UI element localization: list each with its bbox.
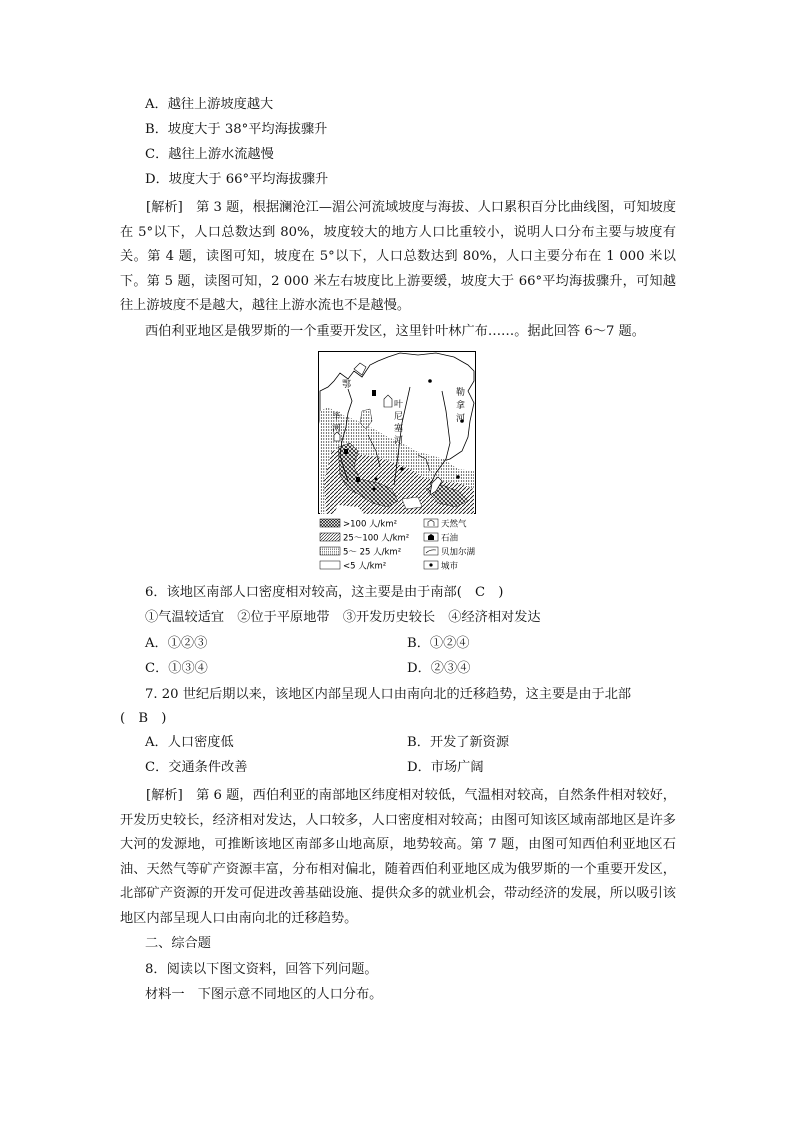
- q8-stem: 8．阅读以下图文资料，回答下列问题。: [145, 962, 378, 977]
- q7-option-d: D．市场广阔: [407, 760, 484, 775]
- q5-option-b: B．坡度大于 38°平均海拔骤升: [145, 122, 328, 137]
- svg-text:天然气: 天然气: [441, 519, 467, 530]
- city-icon: [429, 563, 432, 566]
- q7-stem: 7. 20 世纪后期以来，该地区内部呈现人口由南向北的迁移趋势，这主要是由于北部: [145, 687, 632, 702]
- city-dot: [374, 477, 377, 480]
- analysis-q6-7: [解析] 第 6 题，西伯利亚的南部地区纬度相对较低，气温相对较高，自然条件相对较好，开发历史较长，经济相对发达，人口较多，人口密度相对较高；由图可知该区域南部地区是许多大河的发源地，可推断该地区南部多山地高原，地势较高。第 7 题，由图可知西伯利亚地区石油、天然气等矿产资源丰富，分布相对偏北，随着西伯利亚地区成为俄罗斯的一个重要开发区，北部矿产资源的开发可促进改善基础设施、提供众多的就业机会，带动经济的发展，所以吸引该地区内部呈现人口由南向北的迁移趋势。: [120, 788, 676, 926]
- q6-option-d: D．②③④: [407, 661, 471, 676]
- city-dot: [456, 475, 460, 479]
- map-label-ni: 尼: [394, 412, 404, 422]
- map-label-ye: 叶: [394, 400, 404, 410]
- legend-city: [424, 561, 459, 572]
- map-legend: [318, 516, 518, 576]
- q6-option-b: B．①②④: [407, 636, 470, 651]
- oil-marker: [344, 449, 348, 454]
- city-dot: [372, 487, 376, 491]
- q7-option-a: A．人口密度低: [145, 735, 234, 750]
- oil-marker: [372, 390, 376, 396]
- q6-items: ①气温较适宜 ②位于平原地带 ③开发历史较长 ④经济相对发达: [145, 610, 541, 625]
- q6-stem: 6．该地区南部人口密度相对较高，这主要是由于南部( C ): [145, 585, 504, 600]
- svg-text:25～100 人/km²: 25～100 人/km²: [343, 533, 410, 544]
- legend-density-under-5: [320, 561, 386, 572]
- map-label-le: 勒: [456, 388, 466, 398]
- legend-density-25-100: [320, 533, 409, 544]
- svg-text:5～ 25 人/km²: 5～ 25 人/km²: [343, 547, 402, 558]
- q5-option-a: A．越往上游坡度越大: [145, 97, 274, 112]
- oil-marker: [356, 477, 360, 482]
- legend-density-5-25: [320, 547, 401, 558]
- q5-option-c: C．越往上游水流越慢: [145, 147, 274, 162]
- q6-option-c: C．①③④: [145, 661, 208, 676]
- map-label-he3: 河: [456, 414, 466, 424]
- intro-siberia: 西伯利亚地区是俄罗斯的一个重要开发区，这里针叶林广布……。据此回答 6～7 题。: [145, 324, 645, 339]
- map-label-bi: 毕: [332, 412, 342, 422]
- legend-oil: [424, 533, 459, 544]
- map-label-he2: 河: [394, 436, 404, 446]
- map-label-sai: 塞: [394, 424, 404, 434]
- city-dot: [400, 467, 404, 471]
- material-one: 材料一 下图示意不同地区的人口分布。: [145, 987, 383, 1002]
- map-label-he1: 河: [332, 424, 342, 434]
- legend-natural-gas: [424, 519, 467, 530]
- svg-text:城市: 城市: [441, 561, 459, 572]
- legend-density-over-100: [320, 519, 397, 530]
- analysis-q3-5: [解析] 第 3 题，根据澜沧江—湄公河流域坡度与海拔、人口累积百分比曲线图，可知坡度在 5°以下，人口总数达到 80%，坡度较大的地方人口比重较小，说明人口分布主要与坡度有关。第 4 题，读图可知，坡度在 5°以下，人口总数达到 80%，人口主要分布在 1 000 米以下。第 5 题，读图可知，2 000 米左右坡度比上游要缓，坡度大于 66°平均海拔骤升，可知越往上游坡度不是越大，越往上游水流也不是越慢。: [120, 200, 676, 314]
- q7-answer: ( B ): [120, 711, 167, 726]
- legend-lake-baikal: [424, 547, 476, 558]
- q5-option-d: D．坡度大于 66°平均海拔骤升: [145, 172, 329, 187]
- map-label-e: 鄂: [342, 380, 352, 390]
- q6-option-a: A．①②③: [145, 636, 208, 651]
- siberia-population-map: [318, 351, 476, 514]
- svg-text:贝加尔湖: 贝加尔湖: [441, 547, 476, 558]
- svg-text:<5 人/km²: <5 人/km²: [343, 561, 387, 572]
- map-label-na: 拿: [456, 401, 466, 411]
- section-heading: 二、综合题: [145, 936, 211, 951]
- city-dot: [428, 379, 432, 383]
- svg-text:石油: 石油: [441, 533, 459, 544]
- q7-option-c: C．交通条件改善: [145, 760, 248, 775]
- q7-option-b: B．开发了新资源: [407, 735, 510, 750]
- svg-text:>100 人/km²: >100 人/km²: [343, 519, 398, 530]
